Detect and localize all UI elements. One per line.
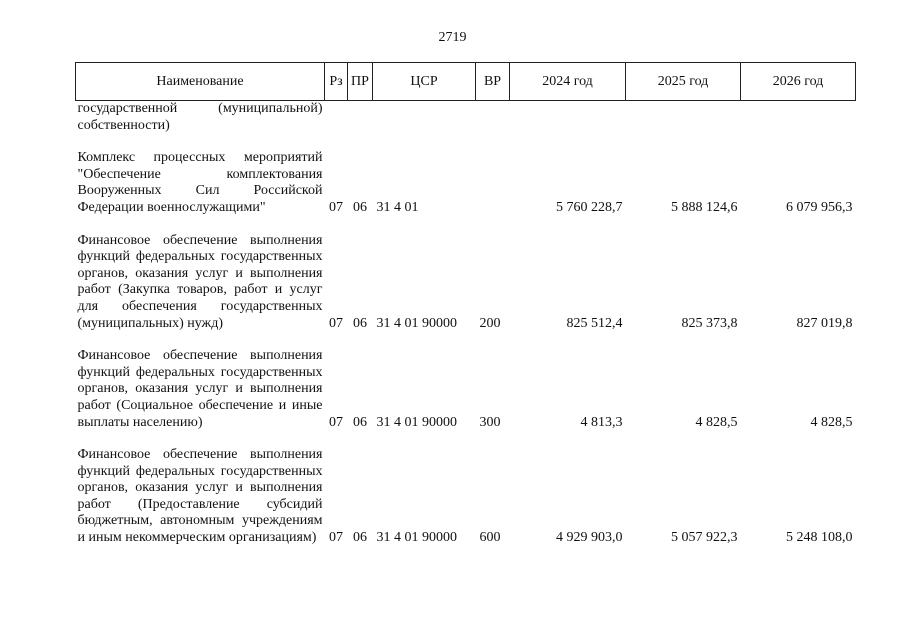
row-2025: 5 888 124,6 xyxy=(671,199,738,215)
table-header-row xyxy=(76,63,856,101)
row-name: Финансовое обеспечение выполнения функций федеральных государственных органов, оказания услуг и выполнения работ (Социальное обеспечение и иные выплаты населению) xyxy=(77,348,323,430)
header-2025: 2025 год xyxy=(626,63,741,101)
row-2025 xyxy=(626,101,741,135)
row-rz: 07 xyxy=(329,199,343,215)
header-name: Наименование xyxy=(76,63,325,101)
header-2024: 2024 год xyxy=(510,63,626,101)
table-row xyxy=(76,431,856,547)
header-rz: Рз xyxy=(325,63,348,101)
row-pr: 06 xyxy=(353,199,367,215)
row-vr: 200 xyxy=(479,315,501,331)
row-name: государственной (муниципальной) собственности) xyxy=(77,101,323,133)
row-name: Финансовое обеспечение выполнения функций федеральных государственных органов, оказания услуг и выполнения работ (Закупка товаров, работ и услуг для обеспечения государственных (муниципальных) нужд) xyxy=(77,232,323,331)
row-pr: 06 xyxy=(353,315,367,331)
row-2024: 825 512,4 xyxy=(566,315,623,331)
page-number: 2719 xyxy=(438,30,467,45)
row-rz: 07 xyxy=(329,414,343,430)
row-rz: 07 xyxy=(329,530,343,546)
row-rz xyxy=(325,101,348,135)
header-pr: ПР xyxy=(348,63,373,101)
header-2026: 2026 год xyxy=(741,63,856,101)
row-2024: 4 813,3 xyxy=(580,414,623,430)
row-pr xyxy=(348,101,373,135)
row-2024 xyxy=(510,101,626,135)
row-2026 xyxy=(741,101,856,135)
row-2026: 6 079 956,3 xyxy=(786,199,853,215)
row-vr xyxy=(476,134,510,216)
table-row xyxy=(76,332,856,431)
row-2026: 4 828,5 xyxy=(810,414,853,430)
header-vr: ВР xyxy=(476,63,510,101)
table-row xyxy=(76,134,856,216)
row-csr: 31 4 01 90000 xyxy=(376,315,457,331)
row-2024: 5 760 228,7 xyxy=(556,199,623,215)
row-2024: 4 929 903,0 xyxy=(556,530,623,546)
row-csr: 31 4 01 xyxy=(376,199,419,215)
header-csr: ЦСР xyxy=(373,63,476,101)
row-vr: 300 xyxy=(479,414,501,430)
row-vr xyxy=(476,101,510,135)
row-csr xyxy=(373,101,476,135)
row-csr: 31 4 01 90000 xyxy=(376,414,457,430)
row-2025: 4 828,5 xyxy=(695,414,738,430)
row-name: Комплекс процессных мероприятий "Обеспечение комплектования Вооруженных Сил Российской Федерации военнослужащими" xyxy=(77,150,323,215)
row-name: Финансовое обеспечение выполнения функций федеральных государственных органов, оказания услуг и выполнения работ (Предоставление субсидий бюджетным, автономным учреждениям и иным некоммерческим организациям) xyxy=(77,447,323,546)
table-row xyxy=(76,101,856,135)
row-vr: 600 xyxy=(479,530,501,546)
row-rz: 07 xyxy=(329,315,343,331)
row-2025: 825 373,8 xyxy=(681,315,738,331)
budget-table xyxy=(75,62,856,547)
row-2026: 827 019,8 xyxy=(796,315,853,331)
row-2026: 5 248 108,0 xyxy=(786,530,853,546)
row-csr: 31 4 01 90000 xyxy=(376,530,457,546)
row-pr: 06 xyxy=(353,530,367,546)
table-row xyxy=(76,217,856,333)
row-pr: 06 xyxy=(353,414,367,430)
row-2025: 5 057 922,3 xyxy=(671,530,738,546)
